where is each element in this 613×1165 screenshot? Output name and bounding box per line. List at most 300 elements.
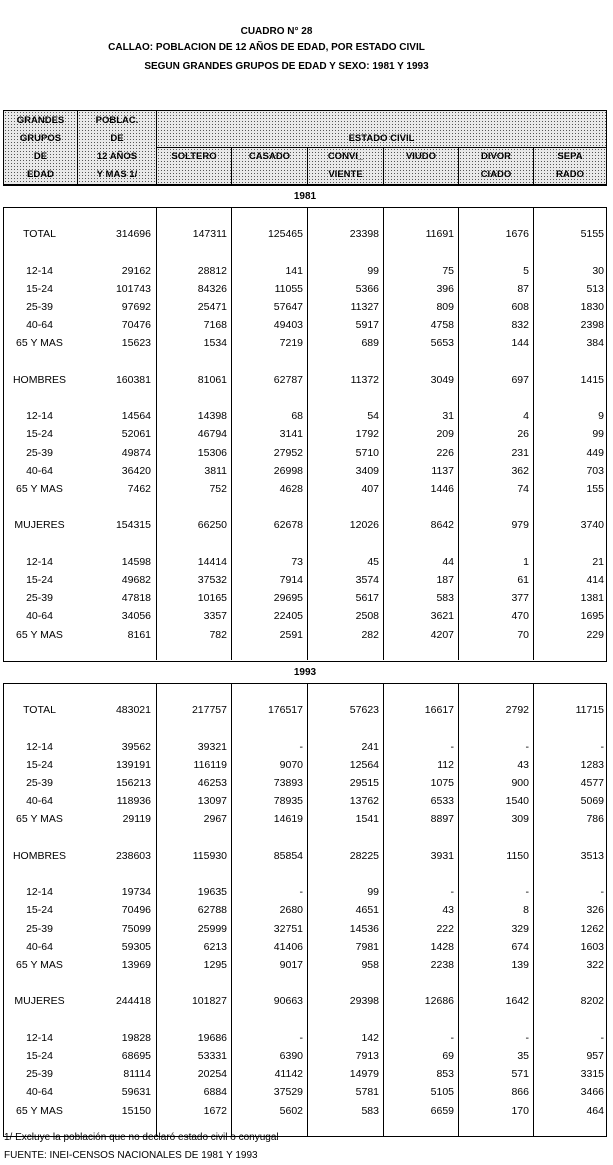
table-row: [3, 1048, 607, 1066]
row-label: 12-14: [26, 264, 53, 277]
cell-value: 14398: [197, 410, 227, 423]
cell-value: 154315: [115, 519, 151, 532]
row-label: MUJERES: [14, 519, 65, 532]
cell-value: 21: [592, 555, 604, 568]
cell-value: 11715: [575, 704, 604, 717]
cell-value: 30: [592, 264, 604, 277]
row-label: 15-24: [26, 904, 53, 917]
cell-value: 43: [442, 904, 454, 917]
cell-value: 142: [361, 1031, 379, 1044]
cell-value: 11372: [350, 373, 379, 386]
cell-value: 11055: [274, 282, 303, 295]
cell-value: 45: [367, 555, 379, 568]
table-row: [3, 572, 607, 590]
cell-value: -: [525, 886, 529, 899]
cell-value: 12686: [424, 995, 454, 1008]
cell-value: 81061: [197, 373, 227, 386]
cell-value: 3315: [580, 1068, 604, 1081]
cell-value: 116119: [193, 758, 227, 771]
row-label: 25-39: [26, 592, 53, 605]
cell-value: 61: [517, 574, 529, 586]
row-label: HOMBRES: [12, 849, 67, 862]
cell-value: -: [600, 740, 604, 753]
cell-value: 979: [511, 519, 529, 532]
column-rule: [383, 208, 384, 660]
cell-value: 15306: [197, 446, 227, 459]
cell-value: 11327: [350, 301, 379, 313]
cell-value: 5917: [355, 319, 379, 332]
cell-value: 36420: [121, 464, 151, 477]
row-label: MUJERES: [14, 995, 65, 1008]
cell-value: 513: [586, 282, 604, 295]
cell-value: 1381: [580, 592, 604, 605]
row-label: 25-39: [26, 922, 53, 935]
cell-value: 73: [291, 555, 303, 568]
table-row: [3, 408, 607, 426]
cell-value: 241: [361, 740, 379, 753]
table-row: [3, 226, 607, 244]
cell-value: 809: [436, 301, 454, 313]
cell-value: 59305: [121, 940, 151, 953]
cell-value: 1446: [430, 483, 454, 495]
cell-value: 74: [517, 483, 529, 495]
cell-value: 53331: [197, 1050, 227, 1062]
row-label: 65 Y MAS: [16, 483, 63, 495]
table-row: [3, 1066, 607, 1084]
cell-value: 81114: [123, 1068, 151, 1081]
cell-value: 69: [442, 1050, 454, 1062]
cell-value: 26: [517, 428, 529, 441]
cell-value: 464: [586, 1104, 604, 1117]
cell-value: 10165: [197, 592, 227, 605]
cell-value: 583: [361, 1104, 379, 1117]
table-row: [3, 627, 607, 645]
cell-value: 3811: [204, 464, 227, 477]
row-label: 15-24: [26, 758, 53, 771]
cell-value: 571: [511, 1068, 529, 1081]
cell-value: 62678: [273, 519, 303, 532]
table-row: [3, 608, 607, 626]
cell-value: 170: [511, 1104, 529, 1117]
cell-value: 14536: [349, 922, 379, 935]
cell-value: 703: [586, 464, 604, 477]
table-row: [3, 739, 607, 757]
cell-value: 87: [517, 282, 529, 295]
cell-value: 608: [511, 301, 529, 313]
cell-value: 8897: [430, 813, 454, 826]
cell-value: 5617: [355, 592, 379, 605]
cell-value: 11691: [425, 228, 454, 241]
table-row: [3, 517, 607, 535]
cell-value: 97692: [121, 301, 151, 313]
cell-value: 125465: [267, 228, 303, 241]
cell-value: 3409: [355, 464, 379, 477]
cell-value: -: [525, 740, 529, 753]
table-subtitle: SEGUN GRANDES GRUPOS DE EDAD Y SEXO: 1981 Y 1993: [144, 61, 429, 72]
cell-value: 41142: [274, 1068, 303, 1081]
cell-value: 39321: [197, 740, 227, 753]
cell-value: 326: [586, 904, 604, 917]
cell-value: 5710: [355, 446, 379, 459]
cell-value: 66250: [197, 519, 227, 532]
row-label: 40-64: [26, 610, 53, 623]
table-row: [3, 702, 607, 720]
row-label: 40-64: [26, 319, 53, 332]
cell-value: 25999: [197, 922, 227, 935]
cell-value: 139: [511, 959, 529, 971]
cell-value: 1830: [580, 301, 604, 313]
row-label: 12-14: [26, 410, 53, 423]
table-row: [3, 317, 607, 335]
cell-value: 37529: [273, 1086, 303, 1099]
cell-value: -: [299, 740, 303, 753]
cell-value: 362: [511, 464, 529, 477]
row-label: 12-14: [26, 1031, 53, 1044]
cell-value: 414: [586, 574, 604, 586]
cell-value: 27952: [273, 446, 303, 459]
header-grupos: GRANDES GRUPOS DE EDAD: [4, 111, 78, 184]
row-label: 25-39: [26, 301, 53, 313]
cell-value: 674: [511, 940, 529, 953]
cell-value: 4: [523, 410, 529, 423]
row-label: 25-39: [26, 1068, 53, 1081]
cell-value: 3574: [355, 574, 379, 586]
table-row: [3, 299, 607, 317]
cell-value: 176517: [267, 704, 303, 717]
cell-value: 156213: [115, 777, 151, 789]
cell-value: 900: [511, 777, 529, 789]
cell-value: 57647: [273, 301, 303, 313]
header-conviviente: CONVI_ VIENTE: [308, 148, 384, 184]
cell-value: 15150: [121, 1104, 151, 1117]
cell-value: 752: [209, 483, 227, 495]
cell-value: -: [600, 886, 604, 899]
cell-value: 377: [511, 592, 529, 605]
row-label: 12-14: [26, 740, 53, 753]
header-casado: CASADO: [232, 148, 308, 184]
cell-value: 75099: [121, 922, 151, 935]
footnote: 1/ Excluye la población que no declaró estado civil o conyugal: [4, 1132, 279, 1143]
cell-value: 853: [436, 1068, 454, 1081]
cell-value: -: [600, 1031, 604, 1044]
cell-value: 49874: [121, 446, 151, 459]
cell-value: 5069: [580, 795, 604, 808]
column-rule: [533, 684, 534, 1136]
cell-value: 2792: [505, 704, 529, 717]
column-rule: [231, 208, 232, 660]
cell-value: 449: [586, 446, 604, 459]
cell-value: 28812: [197, 264, 227, 277]
table-row: [3, 757, 607, 775]
cell-value: -: [525, 1031, 529, 1044]
cell-value: 9: [598, 410, 604, 423]
table-row: [3, 263, 607, 281]
cell-value: 2967: [203, 813, 227, 826]
cell-value: 9070: [279, 758, 303, 771]
cell-value: -: [450, 886, 454, 899]
cell-value: 7219: [279, 337, 303, 350]
row-label: 65 Y MAS: [16, 628, 63, 641]
cell-value: 112: [437, 758, 454, 771]
table-row: [3, 554, 607, 572]
cell-value: 70476: [121, 319, 151, 332]
cell-value: 407: [361, 483, 379, 495]
row-label: 40-64: [26, 940, 53, 953]
year-header: 1993: [3, 661, 607, 684]
cell-value: 44: [442, 555, 454, 568]
cell-value: 14564: [121, 410, 151, 423]
cell-value: 4577: [580, 777, 604, 789]
cell-value: 3049: [430, 373, 454, 386]
cell-value: 1603: [580, 940, 604, 953]
table-row: [3, 1103, 607, 1121]
cell-value: 78935: [273, 795, 303, 808]
cell-value: 3931: [430, 849, 454, 862]
cell-value: 46794: [197, 428, 227, 441]
cell-value: -: [299, 1031, 303, 1044]
cell-value: 13097: [197, 795, 227, 808]
cell-value: 20254: [197, 1068, 227, 1081]
cell-value: 689: [361, 337, 379, 350]
table-row: [3, 902, 607, 920]
cell-value: 3141: [279, 428, 303, 441]
table-header: [3, 110, 607, 185]
cell-value: -: [450, 1031, 454, 1044]
cell-value: 12026: [349, 519, 379, 532]
cell-value: 231: [511, 446, 529, 459]
cell-value: 8161: [127, 628, 151, 641]
cell-value: 697: [511, 373, 529, 386]
cell-value: 118936: [116, 795, 151, 808]
cell-value: 13969: [121, 959, 151, 971]
cell-value: 160381: [115, 373, 151, 386]
column-rule: [307, 208, 308, 660]
cell-value: 70: [517, 628, 529, 641]
table-row: [3, 775, 607, 793]
cell-value: 70496: [121, 904, 151, 917]
row-label: 15-24: [26, 428, 53, 441]
cell-value: 309: [511, 813, 529, 826]
table-row: [3, 426, 607, 444]
cell-value: 866: [511, 1086, 529, 1099]
column-rule: [458, 684, 459, 1136]
cell-value: 2238: [430, 959, 454, 971]
cell-value: 187: [436, 574, 454, 586]
cell-value: 3357: [203, 610, 227, 623]
cell-value: 6390: [279, 1050, 303, 1062]
table-row: [3, 811, 607, 829]
header-separado: SEPA RADO: [534, 148, 606, 184]
cell-value: 23398: [349, 228, 379, 241]
cell-value: 483021: [115, 704, 151, 717]
row-label: 65 Y MAS: [16, 1104, 63, 1117]
cell-value: 31: [442, 410, 454, 423]
cell-value: 1642: [505, 995, 529, 1008]
cell-value: 4628: [279, 483, 303, 495]
cell-value: 2591: [279, 628, 303, 641]
cell-value: 19686: [197, 1031, 227, 1044]
cell-value: 1262: [580, 922, 604, 935]
cell-value: 101827: [191, 995, 227, 1008]
cell-value: 14414: [197, 555, 227, 568]
cell-value: 5155: [580, 228, 604, 241]
cell-value: 8: [523, 904, 529, 917]
table-number: CUADRO N° 28: [240, 26, 313, 37]
cell-value: 68: [291, 410, 303, 423]
table-row: [3, 884, 607, 902]
cell-value: 2398: [580, 319, 604, 332]
table-row: [3, 793, 607, 811]
cell-value: 384: [586, 337, 604, 350]
cell-value: 314696: [115, 228, 151, 241]
cell-value: 5602: [279, 1104, 303, 1117]
cell-value: 28225: [349, 849, 379, 862]
cell-value: 7168: [203, 319, 227, 332]
cell-value: 3513: [580, 849, 604, 862]
cell-value: 782: [209, 628, 227, 641]
cell-value: 26998: [273, 464, 303, 477]
cell-value: 8642: [430, 519, 454, 532]
cell-value: 84326: [197, 282, 227, 295]
cell-value: 39562: [121, 740, 151, 753]
cell-value: 1295: [203, 959, 227, 971]
cell-value: 141: [285, 264, 303, 277]
cell-value: 139191: [115, 758, 151, 771]
cell-value: 144: [511, 337, 529, 350]
table-row: [3, 848, 607, 866]
cell-value: 6533: [430, 795, 454, 808]
cell-value: 34056: [121, 610, 151, 623]
table-row: [3, 445, 607, 463]
table-row: [3, 993, 607, 1011]
cell-value: 62787: [273, 373, 303, 386]
header-estado-civil: ESTADO CIVIL: [157, 111, 606, 148]
table-row: [3, 921, 607, 939]
cell-value: 3740: [580, 519, 604, 532]
cell-value: 7914: [279, 574, 303, 586]
cell-value: 5366: [355, 282, 379, 295]
cell-value: 1541: [355, 813, 379, 826]
table-row: [3, 1084, 607, 1102]
cell-value: 3621: [430, 610, 454, 623]
cell-value: 1676: [505, 228, 529, 241]
cell-value: 147311: [192, 228, 227, 241]
cell-value: 244418: [115, 995, 151, 1008]
cell-value: 43: [517, 758, 529, 771]
cell-value: 99: [592, 428, 604, 441]
cell-value: 238603: [115, 849, 151, 862]
cell-value: 85854: [273, 849, 303, 862]
cell-value: 19828: [121, 1031, 151, 1044]
cell-value: 957: [586, 1050, 604, 1062]
cell-value: 5653: [430, 337, 454, 350]
cell-value: 6659: [430, 1104, 454, 1117]
cell-value: 14979: [349, 1068, 379, 1081]
cell-value: 1150: [506, 849, 529, 862]
cell-value: 229: [586, 628, 604, 641]
column-rule: [156, 208, 157, 660]
cell-value: 4651: [355, 904, 379, 917]
cell-value: 115930: [192, 849, 227, 862]
cell-value: 47818: [121, 592, 151, 605]
table-row: [3, 939, 607, 957]
row-label: 40-64: [26, 464, 53, 477]
cell-value: 1415: [580, 373, 604, 386]
cell-value: 583: [436, 592, 454, 605]
table-row: [3, 372, 607, 390]
cell-value: 57623: [349, 704, 379, 717]
cell-value: -: [450, 740, 454, 753]
cell-value: 16617: [424, 704, 454, 717]
cell-value: 786: [586, 813, 604, 826]
cell-value: 6884: [203, 1086, 227, 1099]
row-label: 65 Y MAS: [16, 813, 63, 826]
row-label: 15-24: [26, 574, 53, 586]
table-row: [3, 957, 607, 975]
cell-value: 90663: [273, 995, 303, 1008]
table-row: [3, 590, 607, 608]
cell-value: 322: [586, 959, 604, 971]
cell-value: 49403: [273, 319, 303, 332]
table-row: [3, 1030, 607, 1048]
header-divorciado: DIVOR CIADO: [459, 148, 534, 184]
cell-value: 62788: [197, 904, 227, 917]
cell-value: 73893: [273, 777, 303, 789]
row-label: 15-24: [26, 282, 53, 295]
cell-value: 222: [436, 922, 454, 935]
cell-value: 209: [436, 428, 454, 441]
cell-value: 99: [367, 264, 379, 277]
cell-value: 29162: [121, 264, 151, 277]
cell-value: 75: [442, 264, 454, 277]
cell-value: 1137: [431, 464, 454, 477]
header-soltero: SOLTERO: [157, 148, 232, 184]
row-label: 25-39: [26, 777, 53, 789]
cell-value: 1534: [203, 337, 227, 350]
cell-value: 832: [511, 319, 529, 332]
cell-value: 19734: [121, 886, 151, 899]
cell-value: 1695: [580, 610, 604, 623]
row-label: 40-64: [26, 795, 53, 808]
cell-value: -: [299, 886, 303, 899]
cell-value: 52061: [121, 428, 151, 441]
cell-value: 8202: [580, 995, 604, 1008]
cell-value: 1428: [430, 940, 454, 953]
cell-value: 54: [367, 410, 379, 423]
cell-value: 29119: [122, 813, 151, 826]
cell-value: 155: [586, 483, 604, 495]
cell-value: 25471: [197, 301, 227, 313]
table-row: [3, 281, 607, 299]
table-row: [3, 481, 607, 499]
cell-value: 101743: [115, 282, 151, 295]
row-label: TOTAL: [23, 228, 56, 241]
cell-value: 5781: [355, 1086, 379, 1099]
cell-value: 14619: [273, 813, 303, 826]
cell-value: 7981: [355, 940, 379, 953]
cell-value: 35: [517, 1050, 529, 1062]
cell-value: 13762: [349, 795, 379, 808]
column-rule: [231, 684, 232, 1136]
cell-value: 49682: [121, 574, 151, 586]
header-poblacion: POBLAC. DE 12 AÑOS Y MAS 1/: [78, 111, 157, 184]
cell-value: 2508: [355, 610, 379, 623]
cell-value: 99: [367, 886, 379, 899]
column-rule: [458, 208, 459, 660]
cell-value: 1540: [505, 795, 529, 808]
cell-value: 5105: [430, 1086, 454, 1099]
cell-value: 6213: [203, 940, 227, 953]
